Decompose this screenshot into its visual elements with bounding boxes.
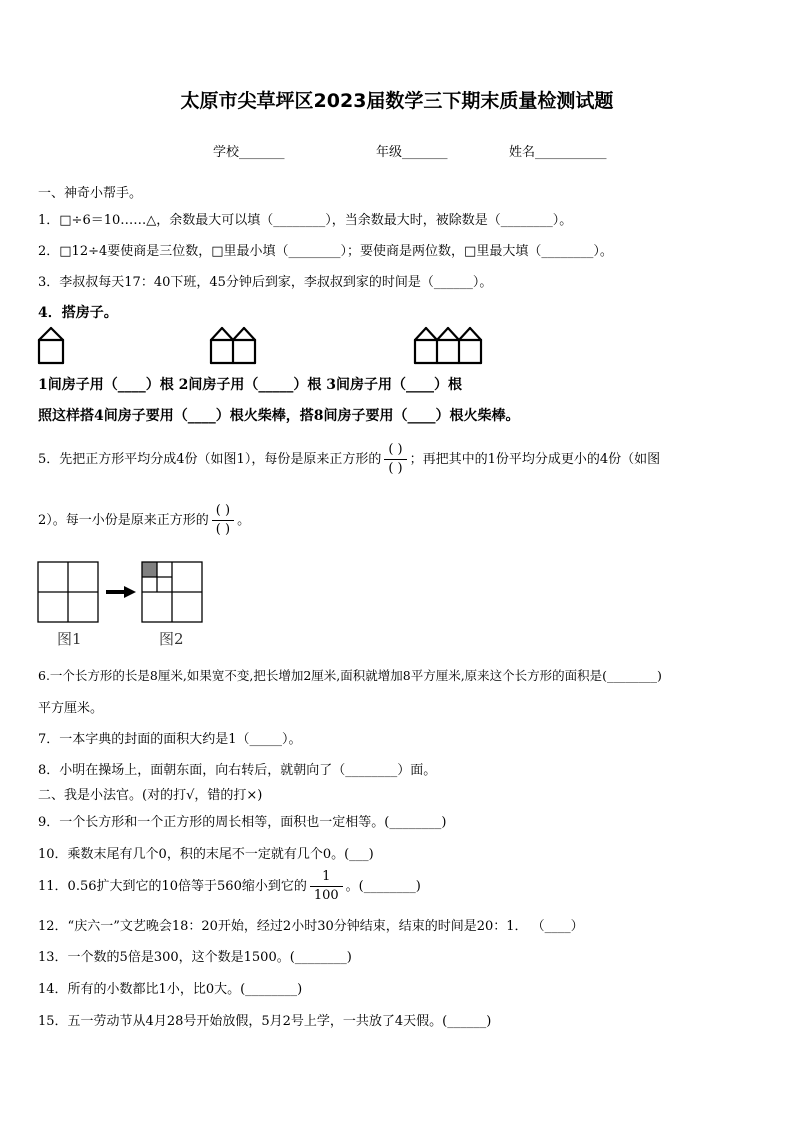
fraction-numerator: ( ) [384,441,406,460]
house-3-figure [412,326,486,366]
question-12: 12．“庆六一”文艺晚会18：20开始，经过2小时30分钟结束，结束的时间是20：1． （____） [38,919,584,934]
section-heading-2: 二、我是小法官。(对的打√，错的打×) [38,788,263,803]
figure-1-caption: 图1 [57,630,82,648]
fraction-denominator: ( ) [215,522,231,537]
question-11-text-a: 11．0.56扩大到它的10倍等于560缩小到它的 [38,879,307,894]
section-heading-1: 一、神奇小帮手。 [38,186,143,201]
question-6-line-2: 平方厘米。 [38,701,104,716]
question-5-line-2 [38,498,250,544]
figure-2-square [141,561,203,623]
arrow-icon [104,584,138,600]
figure-2-caption: 图2 [159,630,184,648]
question-3: 3．李叔叔每天17：40下班，45分钟后到家，李叔叔到家的时间是（______）。 [38,275,493,290]
fraction-denominator: ( ) [388,461,403,476]
fraction-1-100 [310,868,343,904]
fraction-denominator: 100 [313,888,339,903]
question-1: 1．□÷6＝10……△，余数最大可以填（________），当余数最大时，被除数是（________）。 [38,213,573,228]
question-2: 2．□12÷4要使商是三位数，□里最小填（________）；要使商是两位数，□里最大填（________）。 [38,244,613,259]
question-14: 14．所有的小数都比1小，比0大。(________) [38,982,303,997]
fraction-blank [384,441,406,477]
question-10: 10．乘数末尾有几个0，积的末尾不一定就有几个0。(___) [38,847,374,862]
name-field: 姓名___________ [509,145,607,160]
question-8: 8．小明在操场上，面朝东面，向右转后，就朝向了（________）面。 [38,763,437,778]
house-2-figure [208,326,260,366]
school-field: 学校_______ [213,145,285,160]
question-9: 9．一个长方形和一个正方形的周长相等，面积也一定相等。(________) [38,815,447,830]
figure-1-square [37,561,99,623]
question-15: 15．五一劳动节从4月28号开始放假，5月2号上学，一共放了4天假。(______) [38,1014,492,1029]
fraction-numerator: 1 [310,868,343,887]
question-11 [38,864,421,910]
fraction-blank [212,502,234,538]
question-11-text-b: 。(________) [345,879,421,894]
question-6-line-1: 6.一个长方形的长是8厘米,如果宽不变,把长增加2厘米,面积就增加8平方厘米,原来这个长方形的面积是(________) [38,668,662,683]
house-1-figure [36,326,66,366]
question-5-text-d: 。 [237,513,251,528]
question-4-line-2: 照这样搭4间房子要用（____）根火柴棒，搭8间房子要用（____）根火柴棒。 [38,408,520,424]
question-4: 4．搭房子。 [38,305,118,321]
question-7: 7．一本字典的封面的面积大约是1（_____）。 [38,732,302,747]
page-title: 太原市尖草坪区2023届数学三下期末质量检测试题 [180,90,614,112]
question-5-text-a: 5．先把正方形平均分成4份（如图1），每份是原来正方形的 [38,452,382,467]
question-5-line-1 [38,437,660,483]
grade-field: 年级_______ [376,145,448,160]
question-5-text-b: ；再把其中的1份平均分成更小的4份（如图 [409,452,661,467]
question-5-text-c: 2）。每一小份是原来正方形的 [38,513,209,528]
question-4-line-1: 1间房子用（____）根 2间房子用（_____）根 3间房子用（____）根 [38,377,462,393]
question-13: 13．一个数的5倍是300，这个数是1500。(________) [38,950,352,965]
fraction-numerator: ( ) [212,502,234,521]
